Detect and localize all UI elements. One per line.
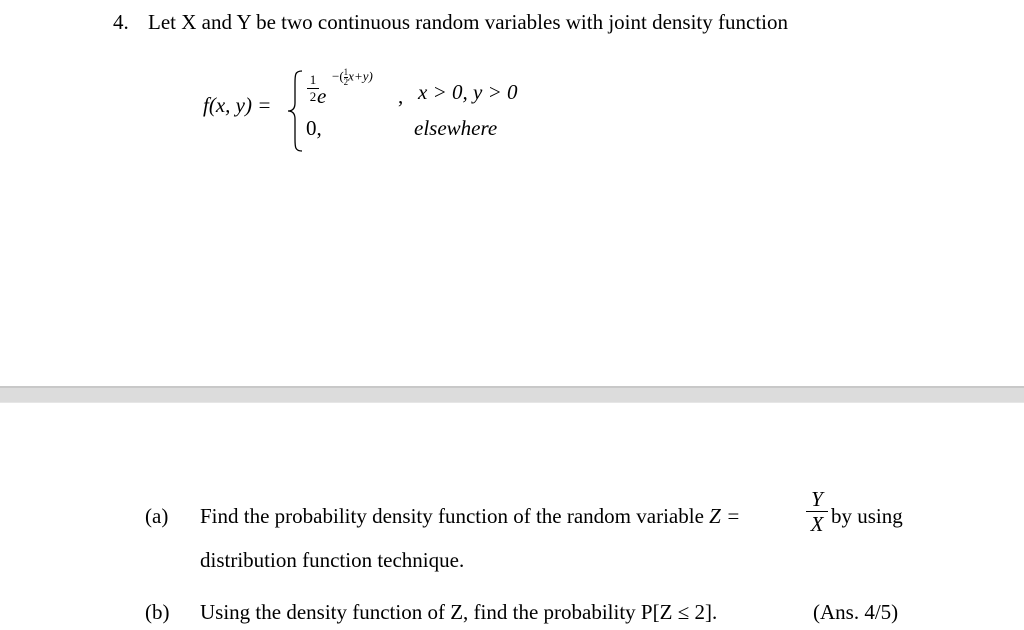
case1-condition: x > 0, y > 0 [418,80,518,104]
part-a-line2: distribution function technique. [200,548,465,572]
density-lhs: f(x, y) = [203,93,272,117]
fraction-denominator: X [810,512,824,536]
exp-base: e [317,84,327,108]
coef-numerator: 1 [309,72,317,87]
coef-denominator: 2 [309,89,317,104]
part-a-statement: Find the probability density function of the random variable [200,504,704,528]
part-a-fraction [806,488,828,535]
case1-exponent [332,68,373,87]
case2-value: 0, [306,116,322,140]
part-a-text [200,504,740,529]
part-b-label: (b) [145,600,170,624]
exponent-frac-den: 2 [343,77,349,87]
question-intro: Let X and Y be two continuous random variables with joint density function [148,10,788,34]
question-number: 4. [113,10,129,34]
part-a-suffix: by using [831,504,903,528]
fraction-numerator: Y [811,487,823,511]
exponent-suffix: x+y) [348,68,373,84]
section-divider [0,386,1024,403]
case1-comma: , [398,84,404,108]
exponent-frac-num: 1 [343,67,349,77]
part-b-answer: (Ans. 4/5) [813,600,899,624]
part-a-label: (a) [145,504,169,528]
case2-condition: elsewhere [414,116,498,140]
part-b-text: Using the density function of Z, find the probability P[Z ≤ 2]. [200,600,718,624]
part-a-variable: Z = [709,504,741,528]
left-brace-icon [286,69,304,153]
exponent-prefix: −( [332,68,344,84]
